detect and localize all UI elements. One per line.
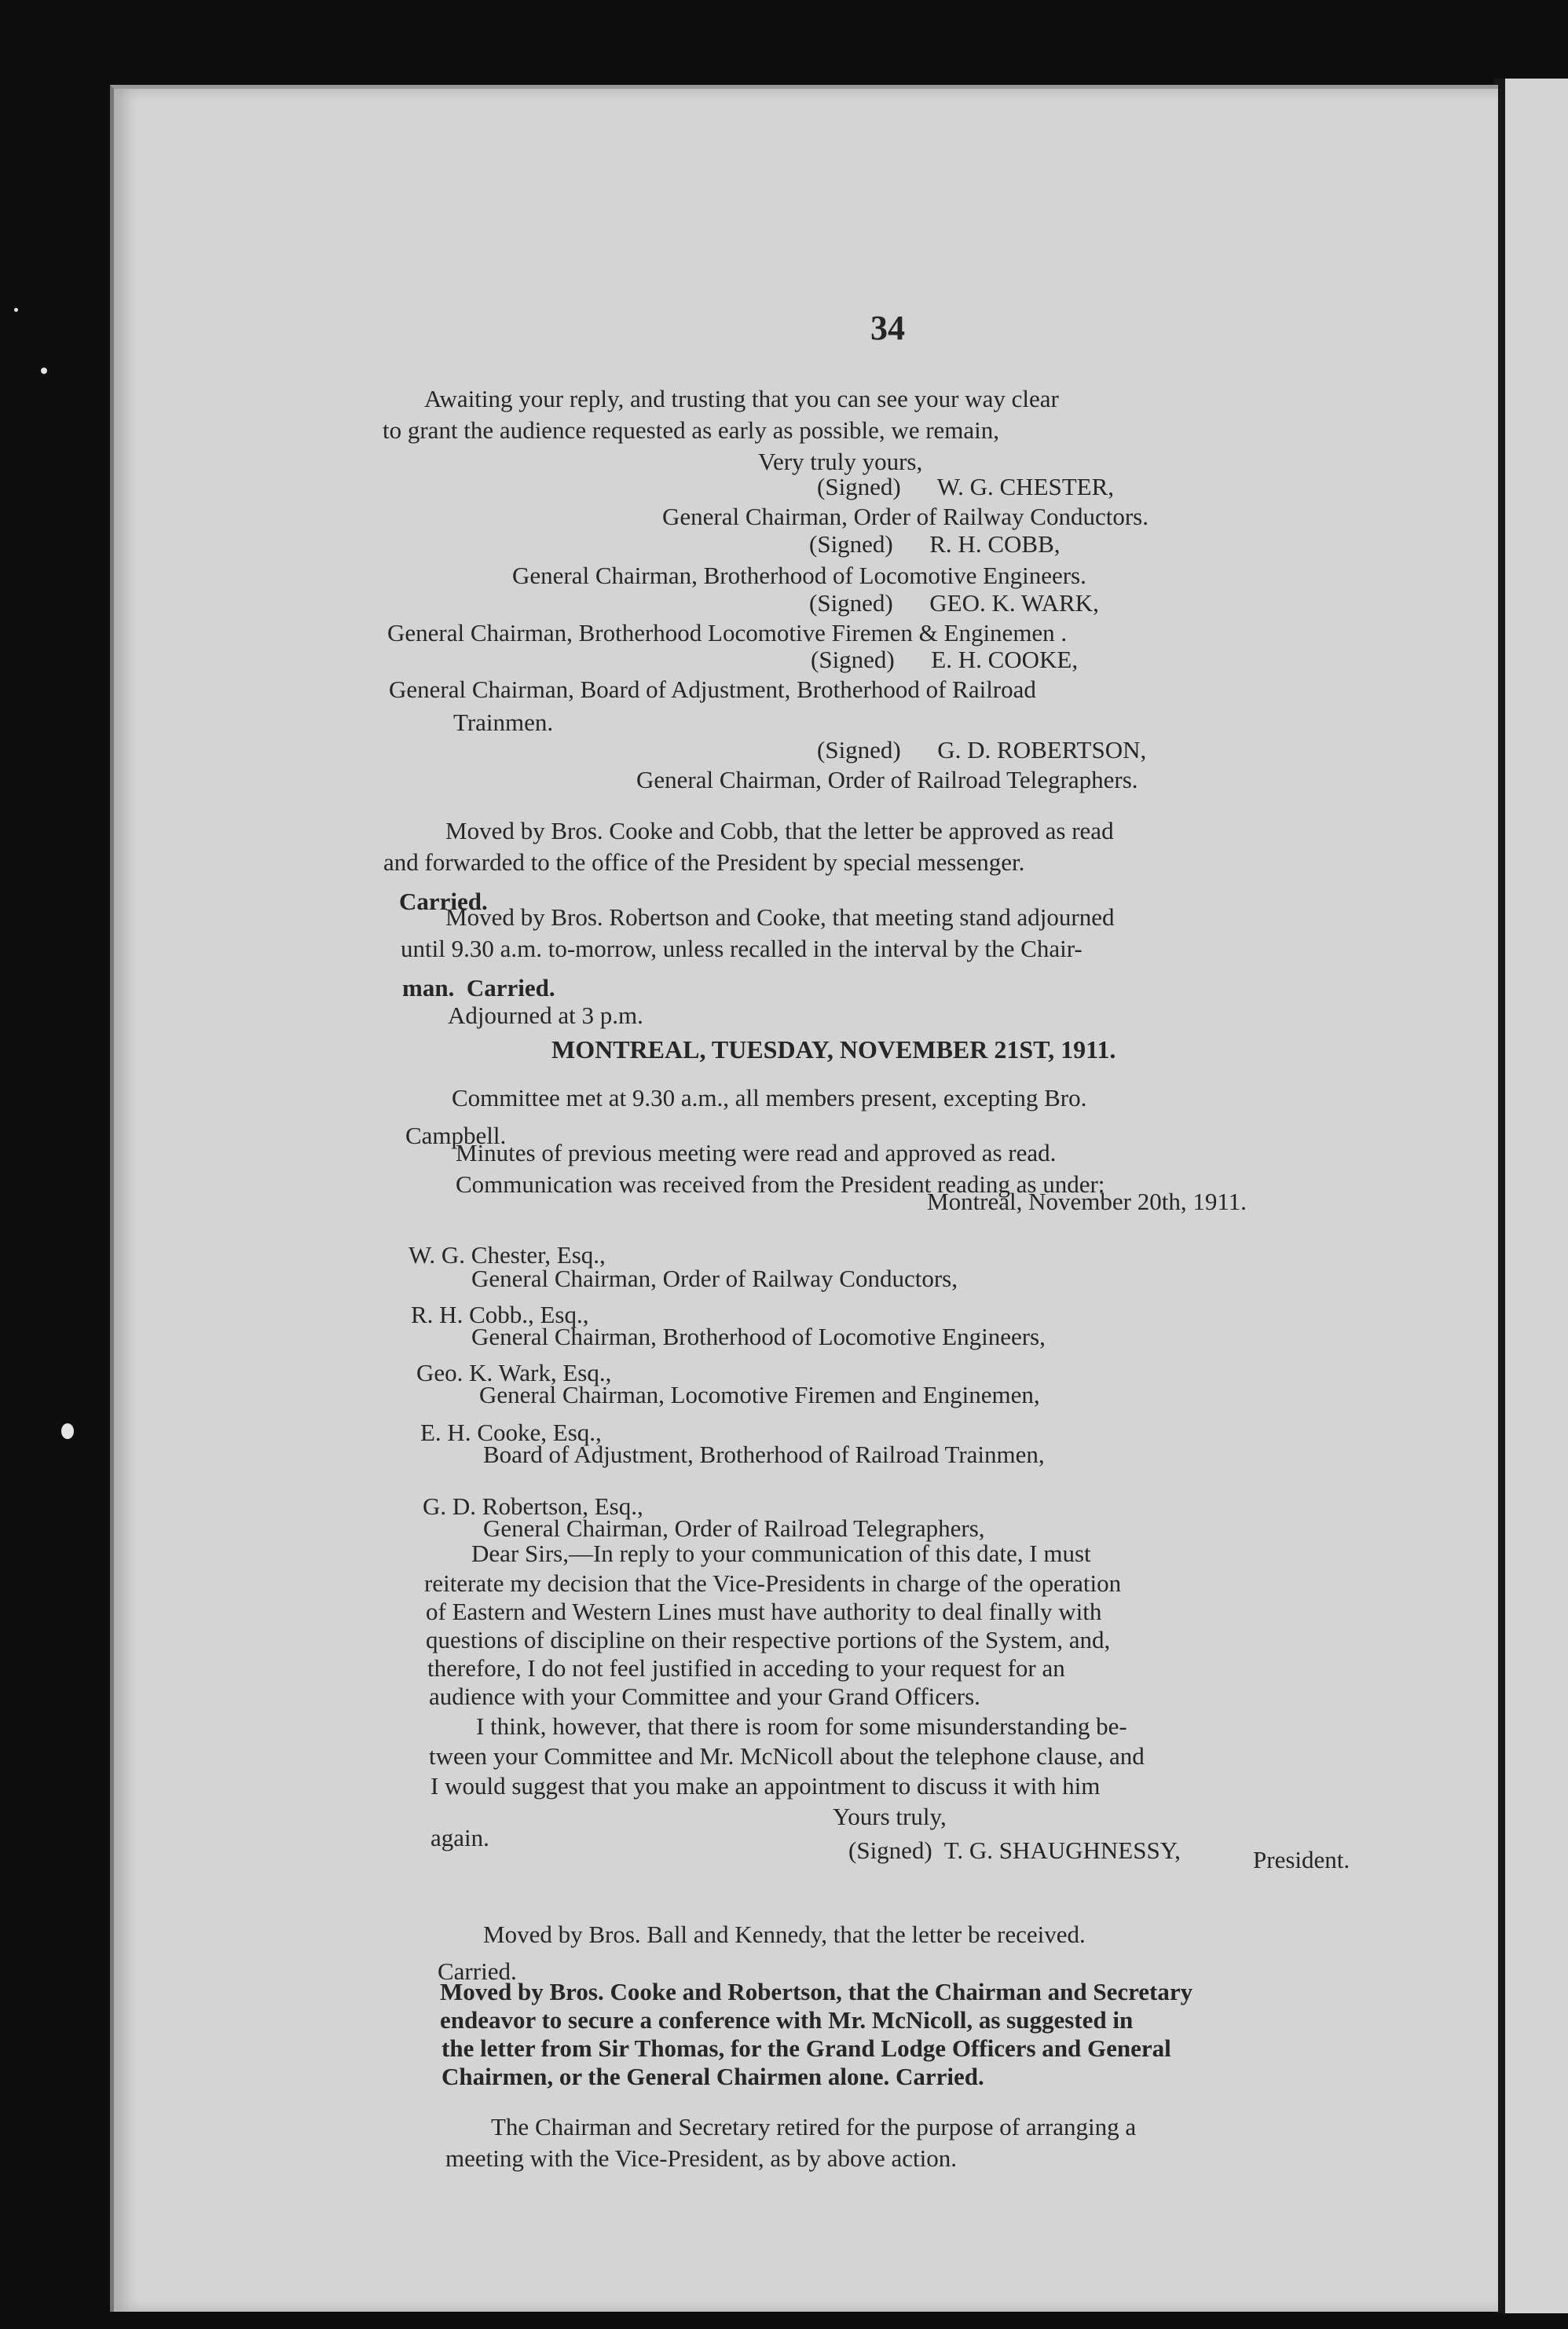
page-number: 34 xyxy=(870,309,905,347)
text-line: Very truly yours, xyxy=(758,448,923,475)
addressee-title: General Chairman, Order of Railway Conductors, xyxy=(471,1265,958,1292)
text-line: reiterate my decision that the Vice-Presidents in charge of the operation xyxy=(424,1569,1122,1597)
facing-page-edge xyxy=(1505,79,1568,2313)
text-line: tween your Committee and Mr. McNicoll about the telephone clause, and xyxy=(429,1742,1145,1770)
text-line: Carried. xyxy=(438,1957,517,1985)
text-line: Campbell. xyxy=(405,1122,507,1149)
addressee-title: General Chairman, Locomotive Firemen and Enginemen, xyxy=(479,1381,1040,1408)
addressee-title: Board of Adjustment, Brotherhood of Railroad Trainmen, xyxy=(483,1441,1045,1468)
text-line: The Chairman and Secretary retired for the purpose of arranging a xyxy=(491,2113,1137,2140)
signature-line: (Signed) T. G. SHAUGHNESSY, xyxy=(848,1836,1181,1864)
text-line: of Eastern and Western Lines must have authority to deal finally with xyxy=(426,1598,1102,1625)
text-line: Adjourned at 3 p.m. xyxy=(448,1002,643,1029)
text-line: endeavor to secure a conference with Mr. McNicoll, as suggested in xyxy=(440,2006,1134,2034)
signature-line: (Signed) GEO. K. WARK, xyxy=(809,589,1099,617)
scan-speck xyxy=(61,1423,74,1439)
letter-date: Montreal, November 20th, 1911. xyxy=(927,1188,1247,1215)
text-line: audience with your Committee and your Grand Officers. xyxy=(429,1683,980,1710)
section-heading: MONTREAL, TUESDAY, NOVEMBER 21ST, 1911. xyxy=(551,1035,1116,1064)
text-line: Awaiting your reply, and trusting that you can see your way clear xyxy=(424,385,1059,412)
signature-line: (Signed) R. H. COBB, xyxy=(809,530,1061,558)
text-line: Committee met at 9.30 a.m., all members present, excepting Bro. xyxy=(452,1084,1087,1111)
signature-title: President. xyxy=(1253,1846,1350,1873)
addressee-name: Geo. K. Wark, Esq., xyxy=(416,1359,612,1386)
text-line: Carried. xyxy=(399,888,488,915)
text-line: the letter from Sir Thomas, for the Grand Lodge Officers and General xyxy=(441,2034,1171,2062)
signature-line: (Signed) E. H. COOKE, xyxy=(811,646,1079,673)
addressee-name: W. G. Chester, Esq., xyxy=(408,1241,606,1269)
text-line: Trainmen. xyxy=(453,709,554,736)
scan-speck xyxy=(14,308,18,312)
text-line: General Chairman, Brotherhood of Locomotive Engineers. xyxy=(512,562,1086,589)
text-line: Chairmen, or the General Chairmen alone. Carried. xyxy=(441,2063,984,2090)
text-line: Dear Sirs,—In reply to your communication of this date, I must xyxy=(471,1540,1091,1567)
text-line: Moved by Bros. Cooke and Robertson, that the Chairman and Secretary xyxy=(440,1978,1193,2005)
text-line: therefore, I do not feel justified in acceding to your request for an xyxy=(427,1654,1065,1682)
text-line: and forwarded to the office of the President by special messenger. xyxy=(383,848,1025,876)
text-line: man. Carried. xyxy=(402,974,555,1002)
addressee-name: G. D. Robertson, Esq., xyxy=(423,1492,643,1520)
text-line: again. xyxy=(430,1824,489,1851)
text-line: General Chairman, Order of Railway Conductors. xyxy=(662,503,1149,530)
text-line: Yours truly, xyxy=(833,1803,947,1830)
text-line: Communication was received from the President reading as under: xyxy=(456,1170,1105,1198)
addressee-title: General Chairman, Order of Railroad Telegraphers, xyxy=(483,1514,985,1542)
text-line: Minutes of previous meeting were read and approved as read. xyxy=(456,1139,1057,1166)
text-line: Moved by Bros. Cooke and Cobb, that the letter be approved as read xyxy=(445,817,1114,844)
text-line: Moved by Bros. Robertson and Cooke, that meeting stand adjourned xyxy=(445,903,1115,931)
text-line: General Chairman, Order of Railroad Telegraphers. xyxy=(636,766,1138,793)
text-line: questions of discipline on their respective portions of the System, and, xyxy=(426,1626,1111,1653)
text-line: General Chairman, Board of Adjustment, Brotherhood of Railroad xyxy=(389,676,1036,703)
signature-line: (Signed) G. D. ROBERTSON, xyxy=(817,736,1147,764)
addressee-name: R. H. Cobb., Esq., xyxy=(411,1301,589,1328)
signature-line: (Signed) W. G. CHESTER, xyxy=(817,473,1115,500)
text-line: Moved by Bros. Ball and Kennedy, that the letter be received. xyxy=(483,1921,1086,1948)
text-line: to grant the audience requested as early as possible, we remain, xyxy=(383,416,1000,444)
scan-speck xyxy=(41,368,47,374)
text-line: until 9.30 a.m. to-morrow, unless recalled in the interval by the Chair- xyxy=(401,935,1083,962)
addressee-title: General Chairman, Brotherhood of Locomotive Engineers, xyxy=(471,1323,1046,1350)
text-line: I would suggest that you make an appointment to discuss it with him xyxy=(430,1772,1101,1800)
addressee-name: E. H. Cooke, Esq., xyxy=(420,1419,602,1446)
text-line: General Chairman, Brotherhood Locomotive Firemen & Enginemen . xyxy=(387,619,1068,646)
text-line: I think, however, that there is room for some misunderstanding be- xyxy=(476,1712,1127,1740)
text-line: meeting with the Vice-President, as by above action. xyxy=(445,2144,957,2172)
